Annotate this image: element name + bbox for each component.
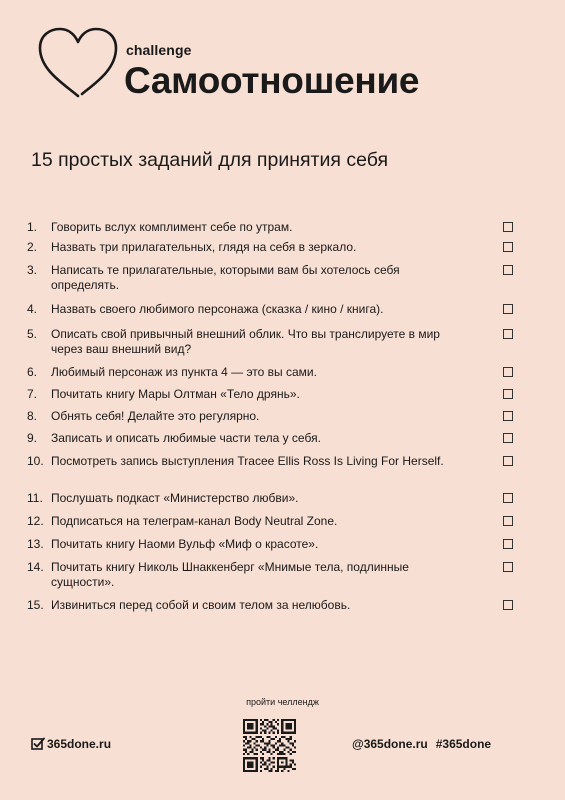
task-text: Почитать книгу Николь Шнаккенберг «Мнимые тела, подлинные сущности».	[51, 560, 409, 589]
task-number: 4.	[27, 302, 38, 316]
cta-label: пройти челлендж	[246, 697, 319, 707]
task-text: Любимый персонаж из пункта 4 — это вы сами.	[51, 365, 317, 379]
task-text: Назвать три прилагательных, глядя на себя в зеркало.	[51, 240, 357, 254]
task-text: Извиниться перед собой и своим телом за нелюбовь.	[51, 598, 351, 612]
task-text: Обнять себя! Делайте это регулярно.	[51, 409, 260, 423]
challenge-label: challenge	[126, 42, 192, 58]
qr-code[interactable]	[243, 719, 296, 772]
checkmark-icon	[31, 737, 45, 751]
hashtag[interactable]: #365done	[435, 737, 492, 751]
task-checkbox[interactable]	[503, 433, 513, 443]
task-text: Почитать книгу Наоми Вульф «Миф о красоте».	[51, 537, 319, 551]
task-checkbox[interactable]	[503, 539, 513, 549]
social-handle[interactable]: @365done.ru	[352, 737, 428, 751]
task-number: 11.	[27, 491, 43, 505]
social-tags	[352, 737, 491, 751]
task-checkbox[interactable]	[503, 329, 513, 339]
task-number: 9.	[27, 431, 38, 445]
task-checkbox[interactable]	[503, 600, 513, 610]
task-checkbox[interactable]	[503, 304, 513, 314]
task-checkbox[interactable]	[503, 222, 513, 232]
task-number: 12.	[27, 514, 44, 528]
task-checkbox[interactable]	[503, 411, 513, 421]
task-text: Описать свой привычный внешний облик. Что вы транслируете в мир через ваш внешний вид?	[51, 327, 440, 356]
task-number: 15.	[27, 598, 44, 612]
task-text: Назвать своего любимого персонажа (сказка / кино / книга).	[51, 302, 384, 316]
task-number: 5.	[27, 327, 38, 341]
task-text: Почитать книгу Мары Олтман «Тело дрянь».	[51, 387, 300, 401]
task-text: Говорить вслух комплимент себе по утрам.	[51, 220, 293, 234]
task-number: 7.	[27, 387, 38, 401]
task-number: 8.	[27, 409, 38, 423]
task-number: 10.	[27, 454, 44, 468]
site-link-label: 365done.ru	[47, 737, 112, 751]
task-number: 1.	[27, 220, 38, 234]
task-text: Послушать подкаст «Министерство любви».	[51, 491, 299, 505]
task-checkbox[interactable]	[503, 562, 513, 572]
task-number: 3.	[27, 263, 38, 277]
task-text: Записать и описать любимые части тела у себя.	[51, 431, 321, 445]
task-number: 14.	[27, 560, 44, 574]
task-number: 13.	[27, 537, 44, 551]
page-subtitle: 15 простых заданий для принятия себя	[31, 149, 389, 171]
task-text: Посмотреть запись выступления Tracee Ellis Ross Is Living For Herself.	[51, 454, 444, 468]
task-text: Написать те прилагательные, которыми вам бы хотелось себя определять.	[51, 263, 400, 292]
task-checkbox[interactable]	[503, 265, 513, 275]
task-number: 6.	[27, 365, 38, 379]
task-checkbox[interactable]	[503, 516, 513, 526]
task-checkbox[interactable]	[503, 389, 513, 399]
task-checkbox[interactable]	[503, 493, 513, 503]
task-checkbox[interactable]	[503, 242, 513, 252]
site-link[interactable]	[31, 737, 111, 751]
task-checkbox[interactable]	[503, 456, 513, 466]
task-number: 2.	[27, 240, 38, 254]
task-text: Подписаться на телеграм-канал Body Neutral Zone.	[51, 514, 338, 528]
task-checkbox[interactable]	[503, 367, 513, 377]
page-title: Самоотношение	[124, 60, 420, 101]
